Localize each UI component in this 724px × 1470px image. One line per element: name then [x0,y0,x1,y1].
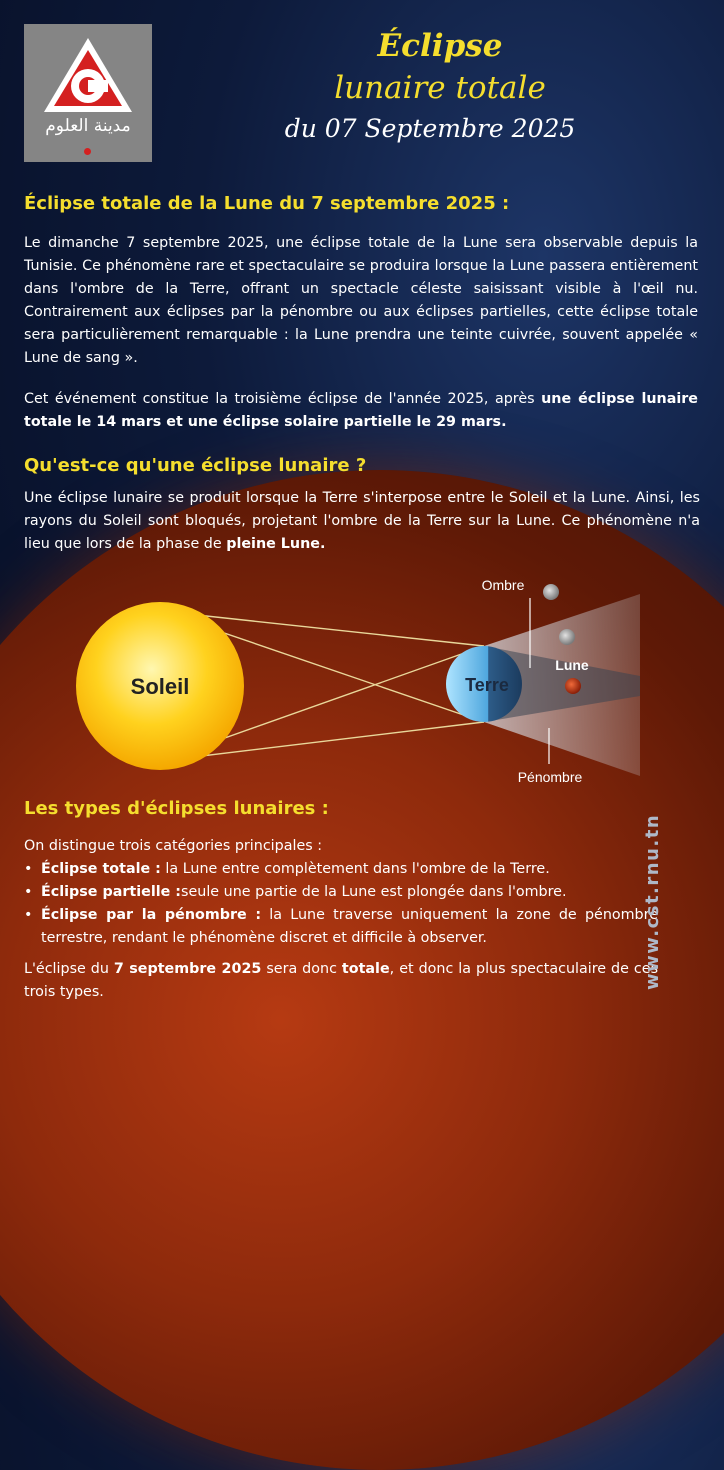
section1-paragraph2 [24,388,698,434]
item-desc: la Lune traverse uniquement la zone de pénombre terrestre, rendant le phénomène discret et difficile à observer. [41,907,658,946]
moon-total [565,678,581,694]
website-link[interactable]: www.cst.rnu.tn [642,813,663,990]
list-item [24,881,658,904]
title-eclipse: Éclipse [377,28,503,64]
logo-mark-icon [42,36,134,116]
item-desc: la Lune entre complètement dans l'ombre de la Terre. [160,861,550,877]
earth-label: Terre [465,675,509,695]
item-term: Éclipse par la pénombre : [41,907,262,923]
umbra-label: Ombre [481,577,525,593]
item-desc: seule une partie de la Lune est plongée dans l'ombre. [181,884,567,900]
logo-dot [84,148,91,155]
section2-paragraph [24,487,700,556]
section2-heading: Qu'est-ce qu'une éclipse lunaire ? [24,455,367,476]
title-date: du 07 Septembre 2025 [284,114,576,143]
eclipse-types-list [24,858,658,950]
title-lunaire-totale: lunaire totale [334,70,546,106]
section2-text: Une éclipse lunaire se produit lorsque la Terre s'interpose entre le Soleil et la Lune. Ainsi, les rayons du Soleil sont bloqués, projetant l'ombre de la Terre sur la Lune. Ce phénomène n'a lieu que lors de la phase de [24,490,700,552]
logo-text: مدينة العلوم [45,116,131,136]
conclusion-t2: sera donc [261,961,342,977]
section3-heading: Les types d'éclipses lunaires : [24,798,329,819]
section3-intro: On distingue trois catégories principales : [24,838,323,854]
sun-label: Soleil [130,674,190,699]
moon-partial [559,629,575,645]
section1-heading: Éclipse totale de la Lune du 7 septembre 2025 : [24,193,510,214]
moon-penumbra-top [543,584,559,600]
conclusion-date: 7 septembre 2025 [113,961,262,977]
list-item [24,858,658,881]
section3-conclusion [24,958,658,1004]
conclusion-totale: totale [341,961,390,977]
conclusion-t1: L'éclipse du [24,961,114,977]
item-term: Éclipse partielle : [41,884,182,900]
cite-des-sciences-logo[interactable] [24,24,152,162]
section1-paragraph1: Le dimanche 7 septembre 2025, une éclipse totale de la Lune sera observable depuis la Tunisie. Ce phénomène rare et spectaculaire se produira lorsque la Lune passera entièrement dans l'ombre de la Terre, offrant un spectacle céleste saisissant visible à l'œil nu. Contrairement aux éclipses par la pénombre ou aux éclipses partielles, cette éclipse totale sera particulièrement remarquable : la Lune prendra une teinte cuivrée, souvent appelée « Lune de sang ». [24,235,698,366]
penumbra-label: Pénombre [517,769,583,785]
eclipse-diagram [0,560,724,800]
conclusion-t3: , et donc la plus spectaculaire de ces trois types. [24,961,659,1000]
para2-text: Cet événement constitue la troisième éclipse de l'année 2025, après [24,391,542,407]
list-item [24,904,658,950]
para2-bold: une éclipse lunaire totale le 14 mars et une éclipse solaire partielle le 29 mars. [24,391,699,430]
moon-label: Lune [555,657,589,673]
item-term: Éclipse totale : [41,861,161,877]
section2-bold: pleine Lune. [226,536,326,552]
